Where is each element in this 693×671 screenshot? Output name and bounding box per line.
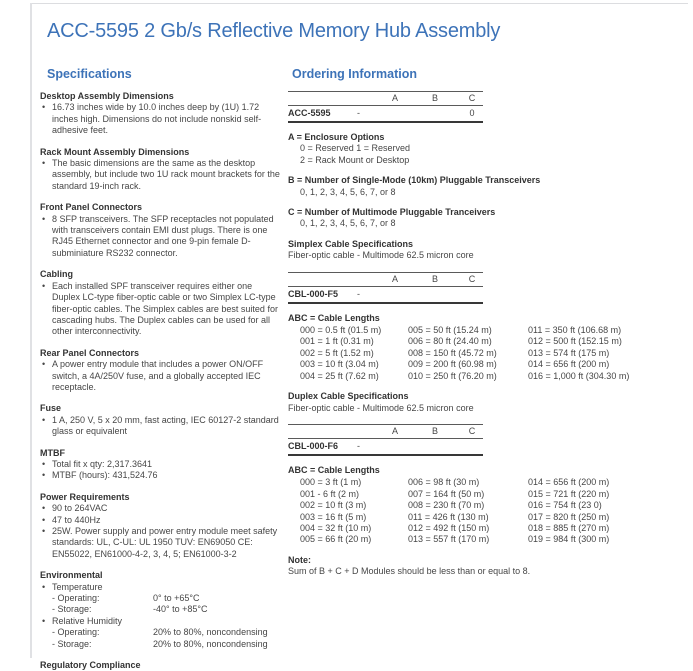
dash-separator: - <box>357 108 360 118</box>
specifications-heading: Specifications <box>47 67 132 81</box>
column-header-c: C <box>468 93 476 103</box>
duplex-lengths-grid <box>288 477 684 545</box>
spec-section-power-requirements <box>40 492 282 560</box>
cable-length-option: 014 = 656 ft (200 m) <box>528 477 610 488</box>
spec-bullet: • The basic dimensions are the same as the desktop assembly, but include two 1U rack mount brackets for the standard 19-inch rack. <box>40 158 282 192</box>
env-row <box>40 627 282 638</box>
spec-bullet: • Total fit x qty: 2,317.3641 <box>40 459 282 470</box>
spec-bullet: • 16.73 inches wide by 10.0 inches deep by (1U) 1.72 inches high. Dimensions do not include nonskid self-adhesive feet. <box>40 102 282 136</box>
column-header-c: C <box>468 273 476 284</box>
option-a-title: A = Enclosure Options <box>288 132 385 142</box>
simplex-lengths-grid <box>288 325 684 382</box>
specifications-column <box>40 67 282 671</box>
cable-length-option: 008 = 230 ft (70 m) <box>408 500 485 511</box>
spec-bullet: • 25W. Power supply and power entry module meet safety standards: UL, C-UL: UL 1950 TUV: EN69050 CE: EN55022, EN61000-4-2, 3, 4, 5; EN61000-3-2 <box>40 526 282 560</box>
env-label: - Storage: <box>52 604 92 615</box>
spec-section-mtbf <box>40 448 282 482</box>
spec-bullet: • 8 SFP transceivers. The SFP receptacles not populated with transceivers contain EMI dust plugs. There is one RJ45 Ethernet connector and one 9-pin female D-subminiature RS232 connector. <box>40 214 282 260</box>
column-header-b: B <box>431 425 438 436</box>
spec-section-cabling <box>40 269 282 337</box>
ordering-column <box>288 67 684 578</box>
table-header-row <box>288 92 483 105</box>
spec-section-front-panel-connectors <box>40 202 282 259</box>
simplex-cable-title: Simplex Cable Specifications <box>288 238 414 249</box>
dash-separator: - <box>357 288 360 299</box>
cable-length-option: 016 = 754 ft (23 0) <box>528 500 602 511</box>
cable-length-option: 012 = 492 ft (150 m) <box>408 522 490 533</box>
option-b-title: B = Number of Single-Mode (10km) Pluggable Transceivers <box>288 175 541 186</box>
env-group-name: • Temperature <box>40 582 282 593</box>
column-header-c: C <box>468 425 476 436</box>
env-label: - Operating: <box>52 627 100 638</box>
lengths-column <box>408 477 528 545</box>
spec-section-environmental <box>40 570 282 650</box>
dash-separator: - <box>357 440 360 451</box>
ordering-heading: Ordering Information <box>292 67 417 81</box>
env-value: 20% to 80%, noncondensing <box>153 638 268 649</box>
cable-length-option: 004 = 25 ft (7.62 m) <box>300 370 379 381</box>
cable-length-option: 003 = 10 ft (3.04 m) <box>300 359 379 370</box>
cable-length-option: 010 = 250 ft (76.20 m) <box>408 370 497 381</box>
spec-section-title: Rack Mount Assembly Dimensions <box>40 146 190 157</box>
env-row <box>40 604 282 615</box>
simplex-lengths-title: ABC = Cable Lengths <box>288 312 380 323</box>
page-content <box>32 4 692 671</box>
option-a-values: 0 = Reserved 1 = Reserved <box>300 143 411 154</box>
option-c-title: C = Number of Multimode Pluggable Tranceivers <box>288 207 496 218</box>
option-b-values: 0, 1, 2, 3, 4, 5, 6, 7, or 8 <box>300 186 396 197</box>
cable-length-option: 009 = 200 ft (60.98 m) <box>408 359 497 370</box>
column-header-a: A <box>391 425 398 436</box>
cable-length-option: 006 = 98 ft (30 m) <box>408 477 480 488</box>
cable-length-option: 011 = 350 ft (106.68 m) <box>528 325 622 336</box>
table-rule-thick <box>288 121 483 123</box>
cable-length-option: 007 = 164 ft (50 m) <box>408 488 485 499</box>
spec-bullet: • MTBF (hours): 431,524.76 <box>40 470 282 481</box>
cable-length-option: 014 = 656 ft (200 m) <box>528 359 610 370</box>
spec-section-title: Environmental <box>40 570 103 581</box>
cable-length-option: 008 = 150 ft (45.72 m) <box>408 347 497 358</box>
table-header-row <box>288 425 483 438</box>
env-group-name: • Relative Humidity <box>40 616 282 627</box>
part-number: CBL-000-F6 <box>288 440 339 451</box>
spec-section-title: Front Panel Connectors <box>40 202 143 213</box>
option-c-values: 0, 1, 2, 3, 4, 5, 6, 7, or 8 <box>300 218 396 229</box>
duplex-lengths-title: ABC = Cable Lengths <box>288 464 380 475</box>
duplex-cable-title: Duplex Cable Specifications <box>288 391 409 402</box>
cable-length-option: 012 = 500 ft (152.15 m) <box>528 336 622 347</box>
cable-length-option: 001 = 1 ft (0.31 m) <box>300 336 374 347</box>
part-number-row <box>288 287 483 302</box>
simplex-cable-subtitle: Fiber-optic cable - Multimode 62.5 micron core <box>288 250 474 261</box>
cable-length-option: 000 = 0.5 ft (01.5 m) <box>300 325 382 336</box>
page-title: ACC-5595 2 Gb/s Reflective Memory Hub Assembly <box>47 20 501 42</box>
cable-length-option: 005 = 66 ft (20 m) <box>300 534 372 545</box>
lengths-column <box>528 325 684 382</box>
env-label: - Storage: <box>52 638 92 649</box>
lengths-column <box>408 325 528 382</box>
cable-length-option: 011 = 426 ft (130 m) <box>408 511 489 522</box>
cable-length-option: 015 = 721 ft (220 m) <box>528 488 610 499</box>
cable-length-option: 003 = 16 ft (5 m) <box>300 511 367 522</box>
cable-length-option: 019 = 984 ft (300 m) <box>528 534 610 545</box>
cable-length-option: 005 = 50 ft (15.24 m) <box>408 325 492 336</box>
cable-length-option: 013 = 574 ft (175 m) <box>528 347 610 358</box>
spec-section-title: Fuse <box>40 403 62 414</box>
env-value: -40° to +85°C <box>153 604 208 615</box>
table-header-row <box>288 273 483 286</box>
option-a-values: 2 = Rack Mount or Desktop <box>300 154 410 165</box>
env-value: 0° to +65°C <box>153 593 200 604</box>
lengths-column <box>528 477 684 545</box>
cable-length-option: 000 = 3 ft (1 m) <box>300 477 362 488</box>
part-number: ACC-5595 <box>288 108 331 118</box>
cable-length-option: 006 = 80 ft (24.40 m) <box>408 336 492 347</box>
column-header-b: B <box>431 93 438 103</box>
cable-length-option: 018 = 885 ft (270 m) <box>528 522 610 533</box>
spec-bullet: • 90 to 264VAC <box>40 503 282 514</box>
cable-length-option: 017 = 820 ft (250 m) <box>528 511 610 522</box>
spec-section-desktop-assembly-dimensions <box>40 91 282 137</box>
part-number-table-cbl000f6 <box>288 424 483 456</box>
spec-section-title: MTBF <box>40 447 65 458</box>
spec-section-rear-panel-connectors <box>40 348 282 394</box>
spec-section-title: Regulatory Compliance <box>40 660 141 671</box>
spec-section-title: Cabling <box>40 269 73 280</box>
part-number: CBL-000-F5 <box>288 288 339 299</box>
cable-length-option: 004 = 32 ft (10 m) <box>300 522 372 533</box>
cable-length-option: 016 = 1,000 ft (304.30 m) <box>528 370 630 381</box>
env-row <box>40 639 282 650</box>
spec-section-title: Power Requirements <box>40 491 130 502</box>
env-label: - Operating: <box>52 593 100 604</box>
lengths-column <box>300 477 408 545</box>
spec-section-title: Desktop Assembly Dimensions <box>40 91 174 101</box>
note-text: Sum of B + C + D Modules should be less than or equal to 8. <box>288 566 531 577</box>
spec-bullet: • 1 A, 250 V, 5 x 20 mm, fast acting, IEC 60127-2 standard glass or equivalent <box>40 415 282 438</box>
spec-section-title: Rear Panel Connectors <box>40 347 140 358</box>
part-number-table-acc5595 <box>288 91 483 123</box>
env-value: 20% to 80%, noncondensing <box>153 627 268 638</box>
cable-length-option: 013 = 557 ft (170 m) <box>408 534 490 545</box>
spec-bullet: • Each installed SPF transceiver requires either one Duplex LC-type fiber-optic cable or two Simplex LC-type fiber-optic cables. The Simplex cables are best suited for cascading hubs. The Duplex cables can be used for all other interconnectivity. <box>40 281 282 338</box>
cable-length-option: 002 = 5 ft (1.52 m) <box>300 347 374 358</box>
spec-bullet: • A power entry module that includes a power ON/OFF switch, a 4A/250V fuse, and a globally accepted IEC receptacle. <box>40 359 282 393</box>
part-number-row <box>288 106 483 121</box>
table-rule-thick <box>288 454 483 456</box>
option-c-value: 0 <box>469 108 475 118</box>
lengths-column <box>300 325 408 382</box>
spec-bullet: • 47 to 440Hz <box>40 515 282 526</box>
note-title: Note: <box>288 554 311 565</box>
spec-section-regulatory-compliance <box>40 660 282 671</box>
column-header-a: A <box>391 273 398 284</box>
column-header-b: B <box>431 273 438 284</box>
cable-length-option: 002 = 10 ft (3 m) <box>300 500 367 511</box>
table-rule-thick <box>288 302 483 304</box>
spec-section-fuse <box>40 403 282 437</box>
env-row <box>40 593 282 604</box>
cable-length-option: 001 - 6 ft (2 m) <box>300 488 360 499</box>
spec-section-rack-mount-dimensions <box>40 147 282 193</box>
column-header-a: A <box>391 93 398 103</box>
part-number-row <box>288 439 483 454</box>
duplex-cable-subtitle: Fiber-optic cable - Multimode 62.5 micron core <box>288 402 474 413</box>
part-number-table-cbl000f5 <box>288 272 483 304</box>
